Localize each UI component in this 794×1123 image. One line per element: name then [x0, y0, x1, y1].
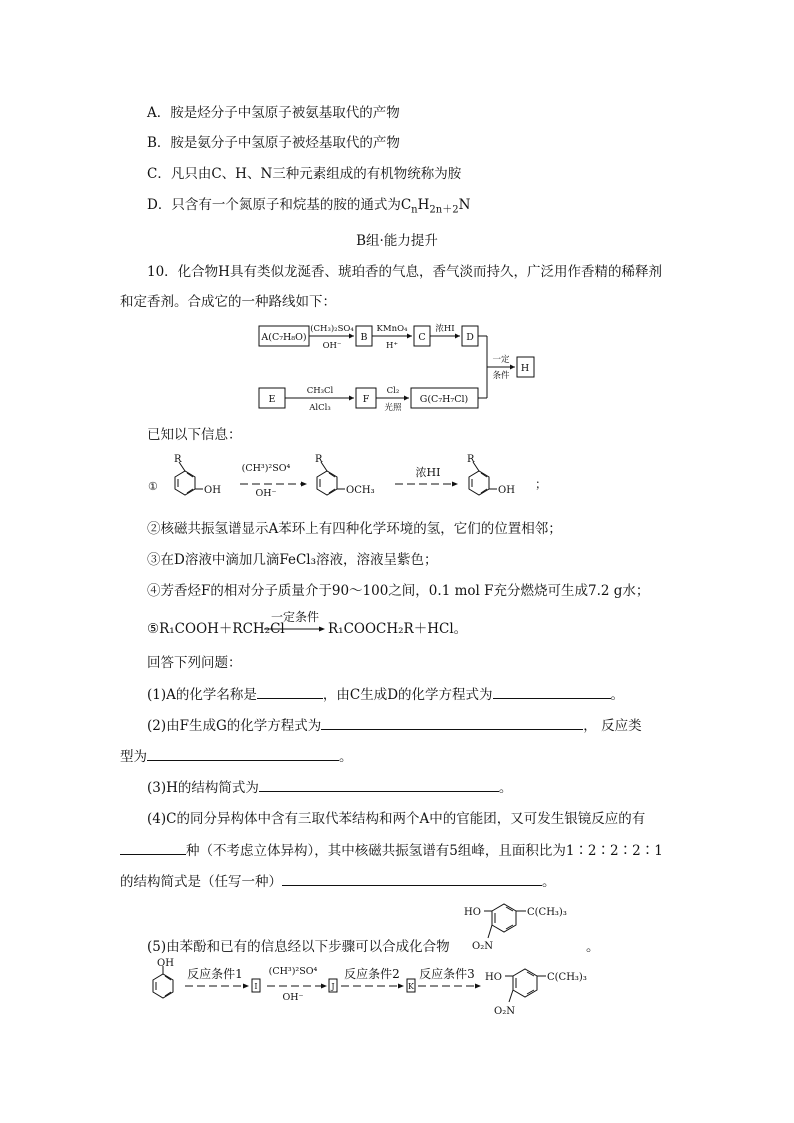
q10-intro-2: 和定香剂。合成它的一种路线如下： — [120, 294, 336, 310]
reagent-1-top: (CH₃)₂SO₄ — [310, 324, 354, 334]
label-h: H — [520, 363, 530, 374]
info-1-reaction — [145, 452, 555, 510]
reagent-6-top: 一定 — [492, 355, 510, 365]
info-5-arrow — [262, 607, 328, 637]
target-no2: O₂N — [472, 941, 493, 952]
reagent-5-top: Cl₂ — [386, 386, 400, 396]
reagent-4-bottom: AlCl₃ — [309, 403, 331, 413]
product-tbutyl: C(CH₃)₃ — [547, 972, 587, 983]
ring-2-och3: OCH₃ — [346, 485, 375, 496]
reagent-2-bottom: H⁺ — [386, 341, 398, 351]
ring-2-r: R — [315, 454, 323, 465]
question-2-cont: 型为 。 — [120, 749, 353, 765]
benzene-ring-2 — [317, 462, 345, 495]
target-tbutyl: C(CH₃)₃ — [527, 907, 567, 918]
target-compound — [462, 900, 632, 956]
question-4: (4)C的同分异构体中含有三取代苯结构和两个A中的官能团，又可发生银镜反应的有 — [147, 811, 646, 827]
target-ho: HO — [464, 907, 481, 918]
info-1-reagent-2: 浓HI — [415, 466, 441, 479]
product-ring — [505, 969, 546, 1002]
question-4-cont: 种（不考虑立体异构），其中核磁共振氢谱有5组峰，且面积比为1∶2∶2∶2∶1 — [120, 842, 663, 860]
info-1-reagent-bottom: OH⁻ — [255, 488, 277, 499]
blank-1b[interactable] — [493, 686, 611, 699]
info-1-reagent-top: (CH³)²SO⁴ — [241, 463, 291, 474]
known-label: 已知以下信息： — [147, 427, 242, 443]
label-a: A(C₇H₈O) — [261, 332, 307, 343]
option-d: D．只含有一个氮原子和烷基的胺的通式为$C_nH_{2n+2}N$ — [147, 197, 471, 216]
label-g: G(C₇H₇Cl) — [419, 394, 469, 405]
label-b: B — [360, 332, 368, 343]
option-c: C．凡只由C、H、N三种元素组成的有机物统称为胺 — [147, 166, 462, 182]
blank-2b[interactable] — [147, 748, 339, 761]
q10-intro-1: 10．化合物H具有类似龙涎香、琥珀香的气息，香气淡而持久，广泛用作香精的稀释剂 — [147, 264, 662, 280]
route-condition-2: 反应条件2 — [344, 967, 400, 981]
route-condition-1: 反应条件1 — [187, 967, 243, 981]
question-5-end: 。 — [586, 939, 600, 955]
label-i: I — [254, 982, 258, 991]
blank-2a[interactable] — [321, 717, 583, 730]
route-condition-3: 反应条件3 — [419, 967, 475, 981]
section-title: B组·能力提升 — [356, 233, 438, 249]
label-j: J — [331, 982, 335, 991]
info-1-end: ； — [535, 477, 548, 491]
info-5-condition: 一定条件 — [270, 610, 320, 624]
product-no2: O₂N — [494, 1006, 515, 1017]
question-4-cont2: 的结构简式是（任写一种） 。 — [120, 874, 556, 890]
info-3: ③在D溶液中滴加几滴FeCl₃溶液，溶液呈紫色； — [147, 552, 438, 568]
reagent-1-bottom: OH⁻ — [322, 341, 342, 351]
question-2: (2)由F生成G的化学方程式为 ， 反应类 — [147, 718, 642, 734]
reagent-2-top: KMnO₄ — [376, 324, 408, 334]
blank-1a[interactable] — [257, 686, 323, 699]
option-b: B．胺是氨分子中氢原子被烃基取代的产物 — [147, 135, 400, 151]
label-f: F — [362, 394, 370, 405]
ring-1-oh: OH — [204, 485, 221, 496]
question-5: (5)由苯酚和已有的信息经以下步骤可以合成化合物 — [147, 939, 450, 955]
label-d: D — [466, 332, 474, 343]
phenol-oh: OH — [157, 958, 174, 969]
question-1: (1)A的化学名称是 ，由C生成D的化学方程式为 。 — [147, 687, 625, 703]
reagent-6-bottom: 条件 — [492, 371, 510, 381]
info-2: ②核磁共振氢谱显示A苯环上有四种化学环境的氢，它们的位置相邻； — [147, 521, 562, 537]
option-a: A．胺是烃分子中氢原子被氨基取代的产物 — [147, 105, 400, 121]
reagent-4-top: CH₃Cl — [306, 386, 334, 396]
ring-3-r: R — [467, 454, 475, 465]
ring-3-oh: OH — [498, 485, 515, 496]
route-reagent-bottom: OH⁻ — [282, 992, 304, 1003]
phenol-ring — [153, 966, 173, 998]
blank-3[interactable] — [259, 779, 499, 792]
benzene-ring-1 — [175, 462, 203, 495]
answer-label: 回答下列问题： — [147, 655, 242, 671]
benzene-ring-3 — [469, 462, 497, 495]
info-4: ④芳香烃F的相对分子质量介于90～100之间，0.1 mol F充分燃烧可生成7.2 g水； — [147, 583, 650, 599]
info-5-right: R₁COOCH₂R＋HCl。 — [328, 621, 468, 637]
label-c: C — [418, 332, 426, 343]
label-k: K — [408, 982, 414, 991]
info-1-number: ① — [148, 480, 158, 493]
reagent-5-bottom: 光照 — [384, 403, 402, 413]
product-ho: HO — [485, 972, 502, 983]
blank-4a[interactable] — [120, 842, 186, 855]
route-reagent-top: (CH³)²SO⁴ — [268, 966, 318, 977]
blank-4b[interactable] — [282, 873, 542, 886]
synthesis-scheme — [255, 318, 545, 413]
question-3: (3)H的结构简式为 。 — [147, 780, 513, 796]
ring-1-r: R — [174, 454, 182, 465]
info-5-left: ⑤R₁COOH＋RCH₂Cl — [147, 621, 285, 637]
synthesis-route — [145, 958, 605, 1024]
reagent-3-top: 浓HI — [435, 324, 455, 334]
label-e: E — [268, 394, 276, 405]
